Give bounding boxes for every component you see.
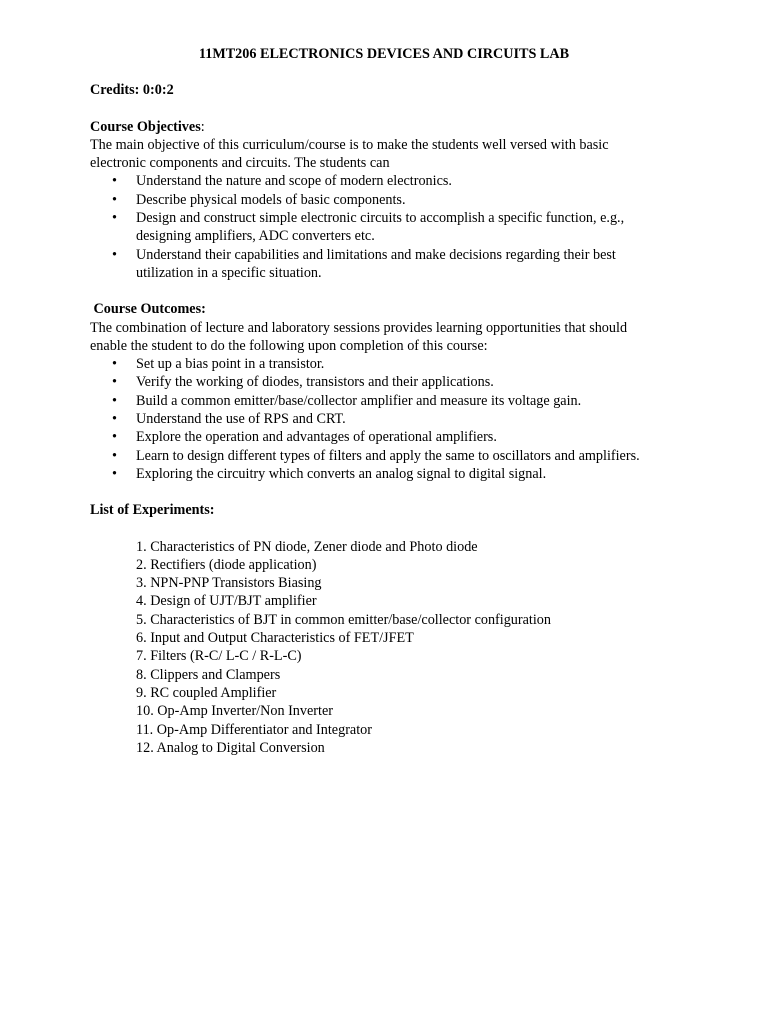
list-item: [90, 355, 690, 373]
list-item-text: Understand their capabilities and limitations and make decisions regarding their best utilization in a specific situation.: [136, 246, 616, 281]
list-item-text: Explore the operation and advantages of operational amplifiers.: [136, 429, 497, 446]
bullet-glyph: •: [112, 411, 117, 428]
experiment-item: 5. Characteristics of BJT in common emitter/base/collector configuration: [136, 611, 551, 628]
bullet-glyph: •: [112, 173, 117, 190]
credits-line: Credits: 0:0:2: [90, 82, 174, 99]
list-item: [90, 410, 690, 428]
list-item: [90, 392, 690, 410]
list-item-text: Design and construct simple electronic circuits to accomplish a specific function, e.g., designing amplifiers, ADC converters etc.: [136, 210, 625, 245]
course-objectives-heading-text: Course Objectives: [90, 118, 201, 135]
course-objectives-heading: [90, 118, 690, 136]
bullet-glyph: •: [112, 392, 117, 409]
experiment-item: 8. Clippers and Clampers: [136, 666, 281, 683]
list-of-experiments-heading: List of Experiments:: [90, 502, 215, 519]
list-item: [90, 447, 690, 465]
course-outcomes-heading: [90, 300, 690, 318]
course-outcomes-intro: The combination of lecture and laboratory sessions provides learning opportunities that should enable the student to do the following upon completion of this course:: [90, 319, 628, 354]
experiment-item: 10. Op-Amp Inverter/Non Inverter: [136, 703, 333, 720]
list-item-text: Verify the working of diodes, transistors and their applications.: [136, 374, 494, 391]
experiment-item: 4. Design of UJT/BJT amplifier: [136, 593, 317, 610]
list-item-text: Exploring the circuitry which converts an analog signal to digital signal.: [136, 465, 547, 482]
list-item: [90, 191, 690, 209]
experiment-item: 11. Op-Amp Differentiator and Integrator: [136, 721, 372, 738]
bullet-glyph: •: [112, 374, 117, 391]
course-outcomes-heading-text: Course Outcomes:: [93, 301, 206, 318]
experiment-item: 6. Input and Output Characteristics of FET/JFET: [136, 630, 414, 647]
list-item-text: Build a common emitter/base/collector amplifier and measure its voltage gain.: [136, 392, 582, 409]
bullet-glyph: •: [112, 191, 117, 208]
list-item-text: Understand the nature and scope of modern electronics.: [136, 173, 452, 190]
list-item-text: Set up a bias point in a transistor.: [136, 356, 325, 373]
bullet-glyph: •: [112, 210, 117, 227]
list-item: [90, 428, 690, 446]
list-item-text: Learn to design different types of filters and apply the same to oscillators and amplifiers.: [136, 447, 640, 464]
course-objectives-intro: The main objective of this curriculum/course is to make the students well versed with basic electronic components and circuits. The students can: [90, 136, 609, 172]
course-outcomes-list: [90, 355, 690, 483]
bullet-glyph: •: [112, 429, 117, 446]
bullet-glyph: •: [112, 447, 117, 464]
experiment-item: 12. Analog to Digital Conversion: [136, 739, 325, 756]
list-item: [90, 209, 646, 246]
experiment-item: 9. RC coupled Amplifier: [136, 684, 277, 701]
bullet-glyph: •: [112, 465, 117, 482]
list-item: [90, 246, 656, 283]
course-objectives-list: [90, 172, 690, 282]
experiment-item: 2. Rectifiers (diode application): [136, 556, 317, 573]
bullet-glyph: •: [112, 356, 117, 373]
experiment-item: 1. Characteristics of PN diode, Zener diode and Photo diode: [136, 538, 478, 555]
document-title: 11MT206 ELECTRONICS DEVICES AND CIRCUITS LAB: [198, 46, 570, 62]
experiments-list: [90, 538, 690, 758]
list-item-text: Describe physical models of basic components.: [136, 191, 406, 208]
list-item: [90, 172, 690, 190]
course-objectives-heading-colon: :: [200, 118, 205, 135]
list-item-text: Understand the use of RPS and CRT.: [136, 411, 346, 428]
experiment-item: 3. NPN-PNP Transistors Biasing: [136, 575, 322, 592]
list-item: [90, 465, 690, 483]
experiment-item: 7. Filters (R-C/ L-C / R-L-C): [136, 648, 302, 665]
list-item: [90, 373, 690, 391]
bullet-glyph: •: [112, 246, 117, 263]
document-page: [90, 45, 690, 757]
